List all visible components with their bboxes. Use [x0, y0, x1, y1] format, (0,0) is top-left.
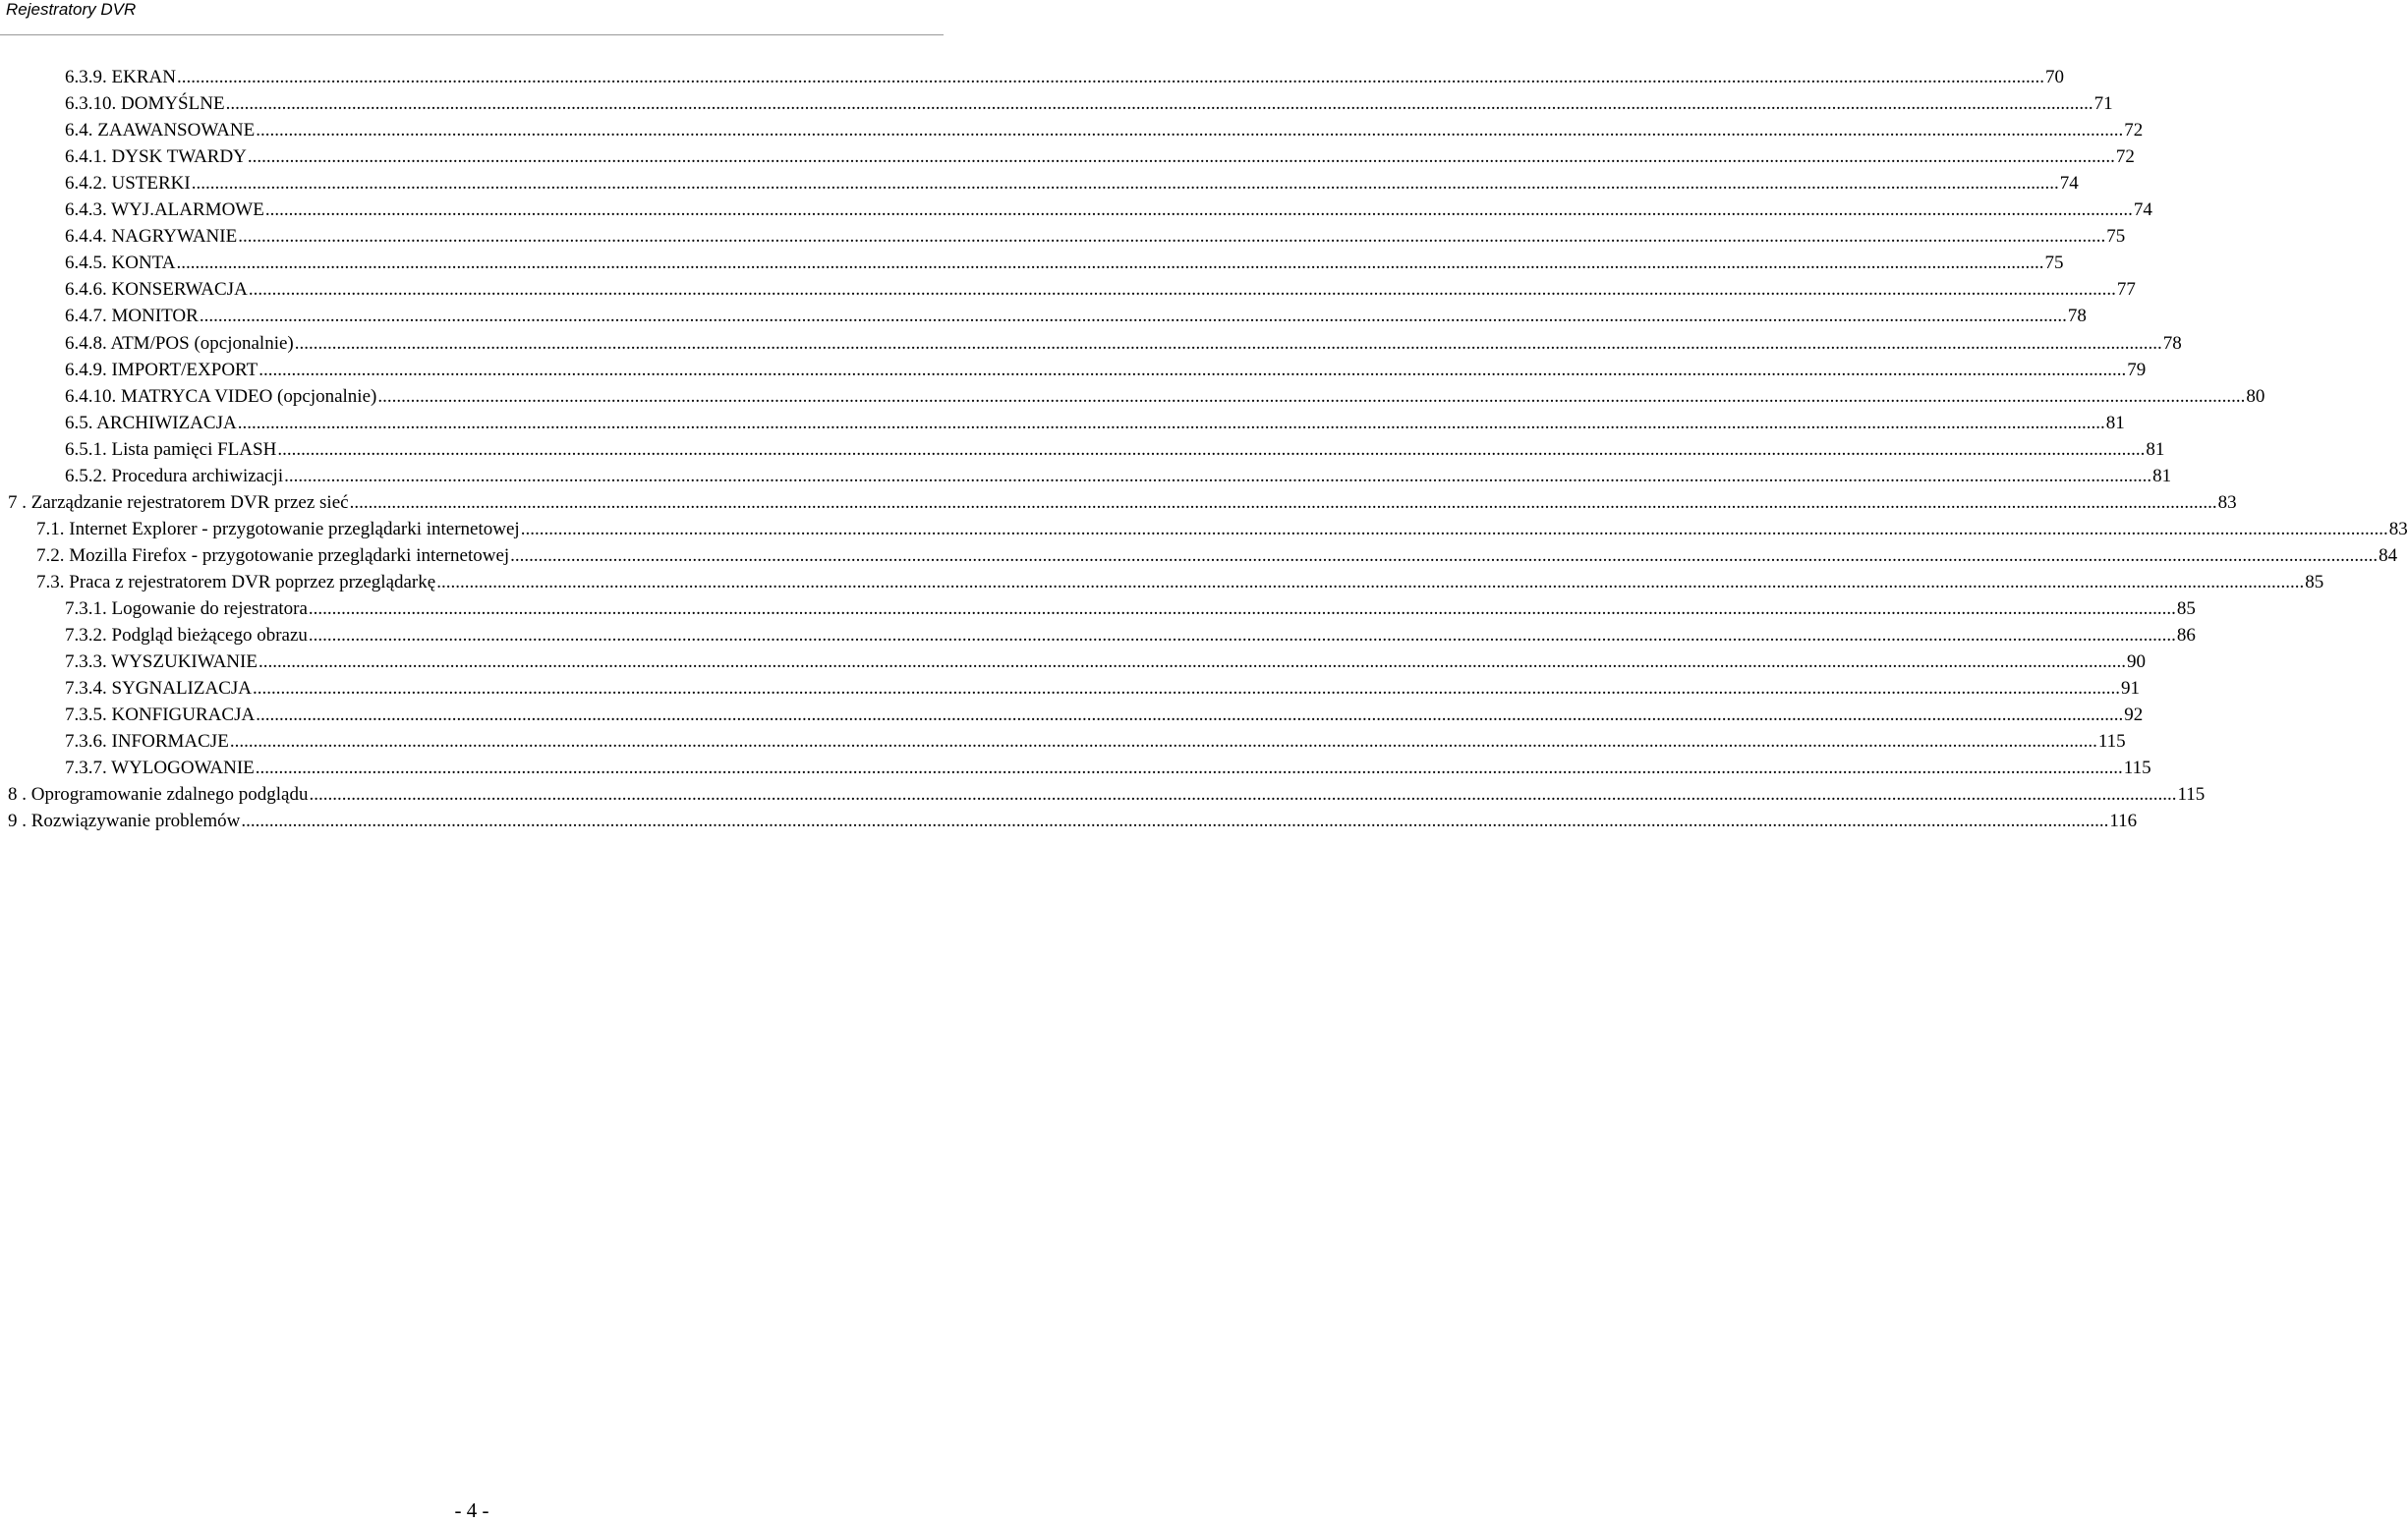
toc-dot-leader: ................................................................................................................................................................................................................................................................................................................................................................................................................ [294, 332, 2162, 354]
toc-entry-label: 7.3.6. INFORMACJE [65, 731, 229, 753]
toc-dot-leader: ................................................................................................................................................................................................................................................................................................................................................................................................................ [248, 279, 2116, 301]
toc-entry[interactable] [65, 90, 2113, 117]
toc-entry[interactable] [65, 197, 2152, 223]
toc-entry[interactable] [36, 542, 2398, 569]
toc-dot-leader: ................................................................................................................................................................................................................................................................................................................................................................................................................ [258, 651, 2126, 673]
toc-entry-page: 77 [2116, 279, 2136, 301]
toc-entry-page: 83 [2388, 518, 2408, 539]
toc-entry-label: 6.4.9. IMPORT/EXPORT [65, 359, 258, 380]
toc-entry-page: 86 [2176, 625, 2196, 647]
toc-entry-label: 6.4.5. KONTA [65, 253, 176, 274]
toc-entry[interactable] [65, 728, 2126, 755]
toc-entry-label: 7.3.2. Podgląd bieżącego obrazu [65, 625, 308, 647]
toc-entry[interactable] [65, 64, 2064, 90]
toc-entry-page: 91 [2121, 678, 2140, 700]
toc-entry-label: 7.3. Praca z rejestratorem DVR poprzez przeglądarkę [36, 571, 436, 592]
toc-entry-label: 6.4.2. USTERKI [65, 173, 191, 195]
toc-entry[interactable] [65, 143, 2135, 170]
toc-dot-leader: ................................................................................................................................................................................................................................................................................................................................................................................................................ [520, 518, 2388, 539]
toc-entry-label: 6.4. ZAAWANSOWANE [65, 120, 256, 141]
toc-entry-page: 74 [2059, 173, 2079, 195]
toc-entry-page: 85 [2176, 598, 2196, 619]
toc-entry[interactable] [65, 170, 2079, 197]
toc-dot-leader: ................................................................................................................................................................................................................................................................................................................................................................................................................ [308, 625, 2176, 647]
toc-dot-leader: ................................................................................................................................................................................................................................................................................................................................................................................................................ [377, 385, 2246, 407]
toc-dot-leader: ................................................................................................................................................................................................................................................................................................................................................................................................................ [277, 438, 2146, 460]
page-number: - 4 - [454, 1498, 489, 1522]
toc-dot-leader: ................................................................................................................................................................................................................................................................................................................................................................................................................ [238, 226, 2106, 248]
toc-entry[interactable] [65, 357, 2147, 383]
toc-dot-leader: ................................................................................................................................................................................................................................................................................................................................................................................................................ [253, 678, 2120, 700]
toc-entry-label: 6.4.8. ATM/POS (opcjonalnie) [65, 332, 294, 354]
toc-entry-page: 81 [2105, 412, 2125, 433]
toc-entry[interactable] [65, 410, 2125, 436]
toc-entry-page: 90 [2126, 651, 2146, 673]
toc-entry-label: 6.4.3. WYJ.ALARMOWE [65, 199, 264, 221]
toc-dot-leader: ................................................................................................................................................................................................................................................................................................................................................................................................................ [176, 67, 2044, 87]
toc-entry-page: 81 [2152, 465, 2172, 486]
toc-entry-page: 115 [2097, 731, 2126, 753]
running-header [6, 0, 944, 35]
toc-entry-page: 71 [2093, 93, 2113, 115]
toc-dot-leader: ................................................................................................................................................................................................................................................................................................................................................................................................................ [258, 359, 2127, 380]
toc-entry-page: 115 [2177, 784, 2206, 806]
toc-entry-page: 72 [2124, 120, 2144, 141]
toc-entry-page: 75 [2044, 253, 2064, 274]
toc-entry-page: 85 [2305, 571, 2324, 592]
toc-dot-leader: ................................................................................................................................................................................................................................................................................................................................................................................................................ [436, 571, 2305, 592]
toc-entry-label: 7.2. Mozilla Firefox - przygotowanie przeglądarki internetowej [36, 544, 510, 566]
header-divider [0, 34, 944, 35]
toc-dot-leader: ................................................................................................................................................................................................................................................................................................................................................................................................................ [255, 758, 2123, 779]
toc-entry[interactable] [65, 117, 2144, 143]
toc-entry-label: 7.3.1. Logowanie do rejestratora [65, 598, 308, 619]
toc-entry-label: 6.3.9. EKRAN [65, 67, 176, 87]
toc-dot-leader: ................................................................................................................................................................................................................................................................................................................................................................................................................ [247, 146, 2115, 168]
toc-entry[interactable] [65, 463, 2172, 489]
toc-entry[interactable] [65, 436, 2165, 463]
toc-entry[interactable] [65, 649, 2146, 675]
toc-dot-leader: ................................................................................................................................................................................................................................................................................................................................................................................................................ [191, 173, 2059, 195]
toc-entry[interactable] [65, 595, 2196, 622]
toc-entry-page: 92 [2124, 705, 2144, 726]
toc-entry-page: 83 [2217, 491, 2237, 513]
toc-entry[interactable] [65, 276, 2136, 303]
toc-entry-label: 7.3.4. SYGNALIZACJA [65, 678, 252, 700]
toc-entry[interactable] [36, 516, 2408, 542]
toc-entry-label: 6.4.1. DYSK TWARDY [65, 146, 247, 168]
toc-entry-page: 116 [2109, 811, 2138, 832]
toc-entry-page: 81 [2146, 438, 2165, 460]
toc-entry[interactable] [36, 569, 2324, 595]
toc-entry-label: 6.4.7. MONITOR [65, 306, 199, 327]
toc-entry[interactable] [65, 330, 2182, 357]
toc-entry-label: 7.3.3. WYSZUKIWANIE [65, 651, 258, 673]
toc-entry[interactable] [65, 675, 2140, 702]
toc-entry[interactable] [8, 808, 2138, 834]
toc-entry-page: 80 [2246, 385, 2265, 407]
toc-entry-label: 6.4.4. NAGRYWANIE [65, 226, 238, 248]
toc-entry[interactable] [8, 489, 2237, 516]
toc-entry-label: 6.5.2. Procedura archiwizacji [65, 465, 284, 486]
toc-dot-leader: ................................................................................................................................................................................................................................................................................................................................................................................................................ [284, 465, 2152, 486]
toc-entry[interactable] [65, 383, 2265, 410]
toc-entry[interactable] [65, 223, 2126, 250]
toc-dot-leader: ................................................................................................................................................................................................................................................................................................................................................................................................................ [225, 93, 2093, 115]
toc-entry-label: 6.4.10. MATRYCA VIDEO (opcjonalnie) [65, 385, 377, 407]
toc-entry[interactable] [65, 303, 2087, 329]
toc-entry-label: 7 . Zarządzanie rejestratorem DVR przez sieć [8, 491, 349, 513]
toc-entry[interactable] [65, 702, 2144, 728]
toc-dot-leader: ................................................................................................................................................................................................................................................................................................................................................................................................................ [241, 811, 2109, 832]
toc-entry-label: 6.5.1. Lista pamięci FLASH [65, 438, 277, 460]
toc-entry-label: 8 . Oprogramowanie zdalnego podglądu [8, 784, 309, 806]
toc-entry[interactable] [65, 622, 2196, 649]
toc-entry-label: 7.3.5. KONFIGURACJA [65, 705, 256, 726]
toc-entry-page: 78 [2067, 306, 2087, 327]
toc-entry[interactable] [8, 781, 2206, 808]
toc-entry-page: 70 [2044, 67, 2064, 87]
toc-dot-leader: ................................................................................................................................................................................................................................................................................................................................................................................................................ [349, 491, 2217, 513]
toc-entry-page: 115 [2123, 758, 2151, 779]
toc-dot-leader: ................................................................................................................................................................................................................................................................................................................................................................................................................ [510, 544, 2379, 566]
toc-dot-leader: ................................................................................................................................................................................................................................................................................................................................................................................................................ [237, 412, 2105, 433]
toc-dot-leader: ................................................................................................................................................................................................................................................................................................................................................................................................................ [199, 306, 2067, 327]
toc-dot-leader: ................................................................................................................................................................................................................................................................................................................................................................................................................ [256, 120, 2124, 141]
toc-entry-label: 7.3.7. WYLOGOWANIE [65, 758, 255, 779]
toc-entry-page: 74 [2133, 199, 2152, 221]
toc-entry[interactable] [65, 755, 2151, 781]
toc-entry-label: 6.5. ARCHIWIZACJA [65, 412, 237, 433]
toc-entry-label: 6.4.6. KONSERWACJA [65, 279, 248, 301]
toc-dot-leader: ................................................................................................................................................................................................................................................................................................................................................................................................................ [264, 199, 2133, 221]
toc-entry-label: 6.3.10. DOMYŚLNE [65, 93, 225, 115]
toc-entry-label: 7.1. Internet Explorer - przygotowanie przeglądarki internetowej [36, 518, 520, 539]
toc-entry-page: 79 [2127, 359, 2147, 380]
toc-dot-leader: ................................................................................................................................................................................................................................................................................................................................................................................................................ [256, 705, 2124, 726]
toc-entry[interactable] [65, 250, 2064, 276]
toc-dot-leader: ................................................................................................................................................................................................................................................................................................................................................................................................................ [309, 784, 2177, 806]
header-title: Rejestratory DVR [6, 0, 137, 19]
toc-entry-page: 72 [2115, 146, 2135, 168]
toc-dot-leader: ................................................................................................................................................................................................................................................................................................................................................................................................................ [176, 253, 2044, 274]
toc-entry-page: 75 [2106, 226, 2126, 248]
toc-entry-page: 84 [2379, 544, 2398, 566]
toc-dot-leader: ................................................................................................................................................................................................................................................................................................................................................................................................................ [308, 598, 2176, 619]
toc-dot-leader: ................................................................................................................................................................................................................................................................................................................................................................................................................ [229, 731, 2097, 753]
toc-entry-page: 78 [2162, 332, 2182, 354]
toc-entry-label: 9 . Rozwiązywanie problemów [8, 811, 241, 832]
